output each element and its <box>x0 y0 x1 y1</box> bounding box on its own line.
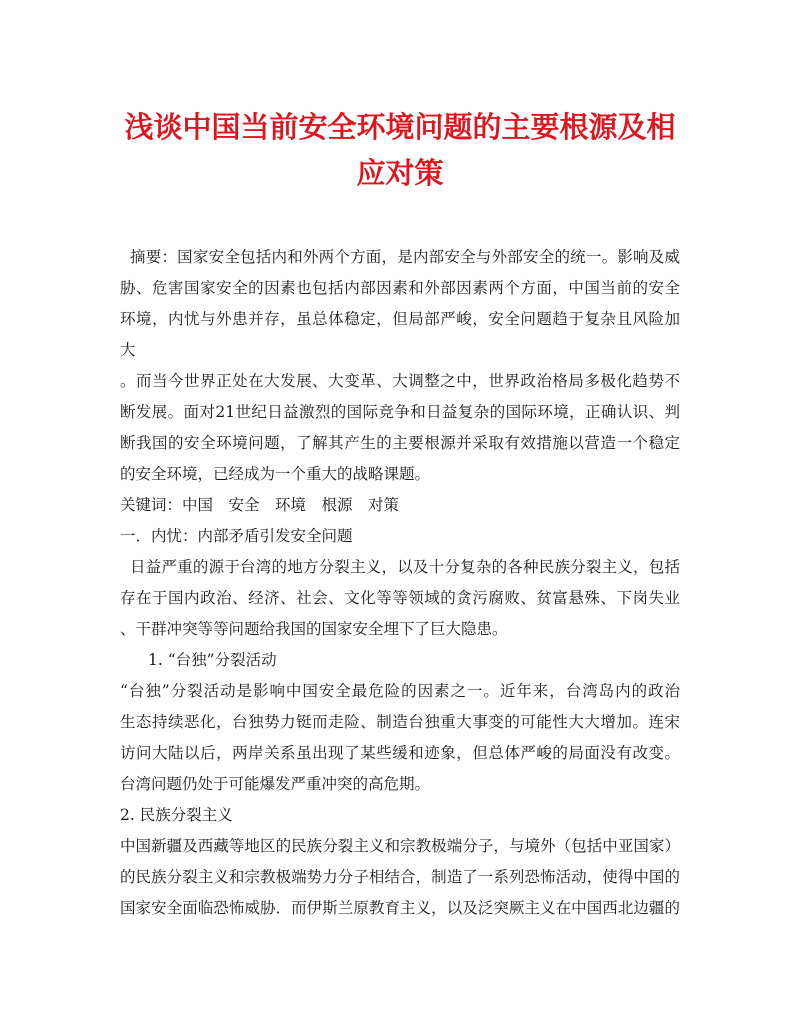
subsection-heading: 2. 民族分裂主义 <box>120 806 233 824</box>
text-line: 中国新疆及西藏等地区的民族分裂主义和宗教极端分子，与境外（包括中亚国家） <box>120 837 680 855</box>
section-heading: 一．内忧：内部矛盾引发安全问题 <box>120 527 353 545</box>
text-line: 存在于国内政治、经济、社会、文化等等领域的贪污腐败、贫富悬殊、下岗失业 <box>120 589 680 607</box>
title-line-1: 浅谈中国当前安全环境问题的主要根源及相 <box>124 110 676 144</box>
text-line: 日益严重的源于台湾的地方分裂主义，以及十分复杂的各种民族分裂主义，包括 <box>130 558 680 576</box>
text-line: 断我国的安全环境问题，了解其产生的主要根源并采取有效措施以营造一个稳定 <box>120 434 680 452</box>
subsection2-paragraph <box>120 831 680 924</box>
keywords-line: 关键词：中国 安全 环境 根源 对策 <box>120 496 400 514</box>
section1-paragraph <box>120 552 680 645</box>
text-line: 摘要：国家安全包括内和外两个方面，是内部安全与外部安全的统一。影响及威 <box>130 248 680 266</box>
text-line: 访问大陆以后，两岸关系虽出现了某些缓和迹象，但总体严峻的局面没有改变。 <box>120 744 680 762</box>
subsection1-paragraph <box>120 676 680 800</box>
text-line: 胁、危害国家安全的因素也包括内部因素和外部因素两个方面，中国当前的安全 <box>120 279 680 297</box>
subsection-heading: 1. “台独”分裂活动 <box>148 651 277 669</box>
text-line: 。而当今世界正处在大发展、大变革、大调整之中，世界政治格局多极化趋势不 <box>120 372 680 390</box>
text-line: 断发展。面对21世纪日益激烈的国际竞争和日益复杂的国际环境，正确认识、判 <box>120 403 680 421</box>
text-line: “台独”分裂活动是影响中国安全最危险的因素之一。近年来，台湾岛内的政治 <box>120 682 680 700</box>
abstract-paragraph <box>120 242 680 490</box>
text-line: 的民族分裂主义和宗教极端势力分子相结合，制造了一系列恐怖活动，使得中国的 <box>120 868 680 886</box>
text-line: 国家安全面临恐怖威胁．而伊斯兰原教育主义，以及泛突厥主义在中国西北边疆的 <box>120 899 680 917</box>
document-title <box>100 104 700 196</box>
text-line: 生态持续恶化，台独势力铤而走险、制造台独重大事变的可能性大大增加。连宋 <box>120 713 680 731</box>
text-line: 的安全环境，已经成为一个重大的战略课题。 <box>120 465 431 483</box>
document-body <box>120 242 680 924</box>
text-line: 环境，内忧与外患并存，虽总体稳定，但局部严峻，安全问题趋于复杂且风险加 <box>120 310 680 328</box>
text-line: 台湾问题仍处于可能爆发严重冲突的高危期。 <box>120 775 431 793</box>
text-line: 大 <box>120 341 136 359</box>
title-line-2: 应对策 <box>356 156 444 190</box>
text-line: 、干群冲突等等问题给我国的国家安全埋下了巨大隐患。 <box>120 620 508 638</box>
